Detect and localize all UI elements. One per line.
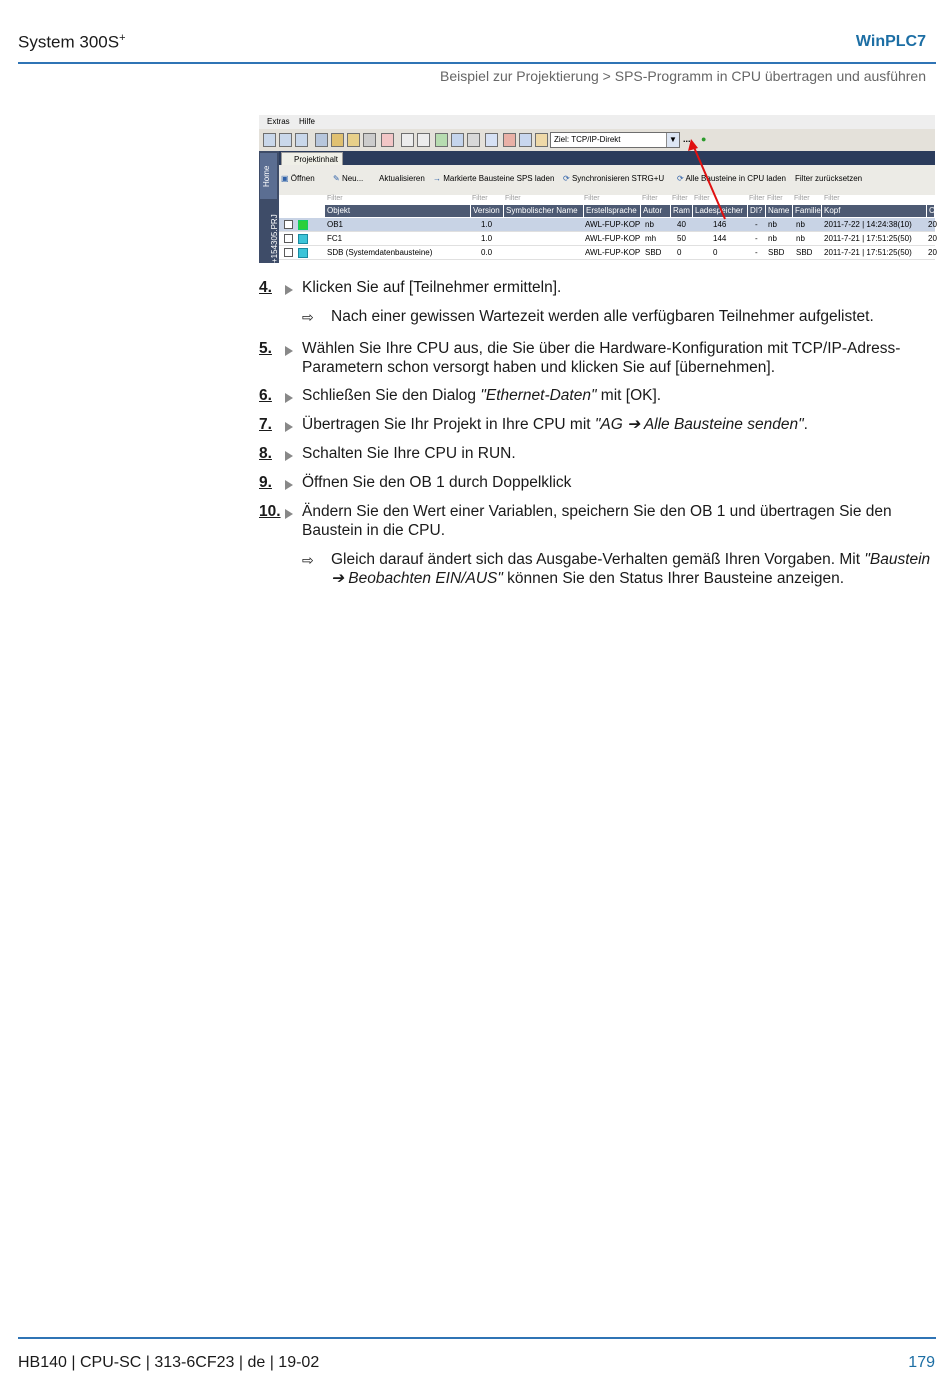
filter-label[interactable]: Filter <box>327 195 343 202</box>
tab-projektinhalt[interactable]: Projektinhalt <box>281 152 343 166</box>
column-header[interactable]: Kopf <box>822 205 927 217</box>
step-text: Ändern Sie den Wert einer Variablen, speichern Sie den OB 1 und übertragen Sie den Baustein in die CPU. <box>302 503 892 539</box>
cell-kopf: 2011-7-21 | 17:51:25(50) <box>824 234 912 243</box>
filter-label[interactable]: Filter <box>694 195 710 202</box>
column-header[interactable]: Objekt <box>325 205 471 217</box>
cell-familie: SBD <box>796 248 813 257</box>
cell-objekt: OB1 <box>327 220 344 229</box>
footer-document-id: HB140 | CPU-SC | 313-6CF23 | de | 19-02 <box>18 1354 320 1371</box>
winplc7-screenshot <box>259 115 940 263</box>
column-header[interactable]: Ladespeicher <box>693 205 748 217</box>
browse-button[interactable]: ... <box>683 134 691 144</box>
step-text: Öffnen Sie den OB 1 durch Doppelklick <box>302 474 572 491</box>
column-header[interactable]: Autor <box>641 205 671 217</box>
result-text: Nach einer gewissen Wartezeit werden alle verfügbaren Teilnehmer aufgelistet. <box>331 308 874 325</box>
cell-lade: 0 <box>713 248 718 257</box>
sync-button[interactable]: ⟳ Synchronisieren STRG+U <box>563 174 665 183</box>
step-arrow-icon <box>285 393 293 403</box>
cell-kopf: 2011-7-22 | 14:24:38(10) <box>824 220 912 229</box>
page-number: 179 <box>908 1354 935 1371</box>
column-header[interactable]: Ce <box>929 206 940 215</box>
cell-name: SBD <box>768 248 785 257</box>
menu-extras[interactable]: Extras <box>267 117 290 126</box>
cell-ram: 40 <box>677 220 686 229</box>
footer-rule <box>18 1337 936 1339</box>
document-title: System 300S+ <box>18 32 126 52</box>
step-number: 7. <box>259 416 272 433</box>
step-arrow-icon <box>285 509 293 519</box>
step-arrow-icon <box>285 480 293 490</box>
header-rule <box>18 62 936 64</box>
cell-ce: 20 <box>928 234 937 243</box>
filter-label[interactable]: Filter <box>749 195 765 202</box>
load-all-button[interactable]: ⟳ Alle Bausteine in CPU laden <box>677 174 786 183</box>
filter-label[interactable]: Filter <box>767 195 783 202</box>
product-title: WinPLC7 <box>855 33 926 50</box>
column-header[interactable]: DI? <box>748 205 766 217</box>
home-tab-label: Home <box>262 165 271 187</box>
column-header[interactable]: Version <box>471 205 504 217</box>
cell-kopf: 2011-7-21 | 17:51:25(50) <box>824 248 912 257</box>
new-button[interactable]: ✎ Neu... <box>333 174 364 183</box>
target-select[interactable]: Ziel: TCP/IP-Direkt ▼ <box>550 132 680 148</box>
filter-label[interactable]: Filter <box>794 195 810 202</box>
step-number: 6. <box>259 387 272 404</box>
cell-familie: nb <box>796 220 805 229</box>
step-arrow-icon <box>285 422 293 432</box>
step-arrow-icon <box>285 451 293 461</box>
column-header[interactable]: Familie <box>795 206 821 215</box>
project-label: +154305.PRJ <box>270 214 279 263</box>
chevron-down-icon[interactable]: ▼ <box>666 133 679 147</box>
connect-icon[interactable]: ● <box>701 134 707 144</box>
step-text: Übertragen Sie Ihr Projekt in Ihre CPU mit "AG ➔ Alle Bausteine senden". <box>302 416 808 433</box>
filter-label[interactable]: Filter <box>642 195 658 202</box>
filter-label[interactable]: Filter <box>584 195 600 202</box>
cell-version: 0.0 <box>481 248 493 257</box>
column-header[interactable]: Name <box>766 205 793 217</box>
step-arrow-icon <box>285 346 293 356</box>
cell-di: - <box>755 234 758 243</box>
step-number: 10. <box>259 503 281 520</box>
column-header[interactable]: Symbolischer Name <box>504 205 584 217</box>
red-arrow-annotation <box>259 115 940 263</box>
result-arrow-icon: ⇨ <box>302 552 314 568</box>
step-text: Schalten Sie Ihre CPU in RUN. <box>302 445 516 462</box>
cell-sprache: AWL-FUP-KOP <box>585 220 641 229</box>
filter-label[interactable]: Filter <box>505 195 521 202</box>
step-text: Schließen Sie den Dialog "Ethernet-Daten" mit [OK]. <box>302 387 662 404</box>
step-arrow-icon <box>285 285 293 295</box>
cell-objekt: FC1 <box>327 234 343 243</box>
cell-lade: 144 <box>713 234 727 243</box>
load-marked-button[interactable]: → Markierte Bausteine SPS laden <box>433 174 555 183</box>
cell-ram: 50 <box>677 234 686 243</box>
cell-name: nb <box>768 234 777 243</box>
filter-label[interactable]: Filter <box>824 195 840 202</box>
refresh-button[interactable]: Aktualisieren <box>379 174 425 183</box>
cell-sprache: AWL-FUP-KOP <box>585 248 641 257</box>
cell-autor: SBD <box>645 248 662 257</box>
step-text: Klicken Sie auf [Teilnehmer ermitteln]. <box>302 279 562 296</box>
menu-hilfe[interactable]: Hilfe <box>299 117 316 126</box>
cell-objekt: SDB (Systemdatenbausteine) <box>327 248 433 257</box>
open-button[interactable]: ▣ Öffnen <box>281 174 315 183</box>
cell-ram: 0 <box>677 248 682 257</box>
step-text: Wählen Sie Ihre CPU aus, die Sie über die Hardware-Konfiguration mit TCP/IP-Adress-Parametern schon versorgt haben und klicken Sie auf [übernehmen]. <box>302 340 901 376</box>
breadcrumb: Beispiel zur Projektierung > SPS-Programm in CPU übertragen und ausführen <box>440 68 926 84</box>
cell-ce: 20 <box>928 248 937 257</box>
step-number: 8. <box>259 445 272 462</box>
reset-filter-button[interactable]: Filter zurücksetzen <box>795 174 863 183</box>
cell-familie: nb <box>796 234 805 243</box>
filter-label[interactable]: Filter <box>672 195 688 202</box>
cell-di: - <box>755 248 758 257</box>
cell-sprache: AWL-FUP-KOP <box>585 234 641 243</box>
step-number: 4. <box>259 279 272 296</box>
cell-ce: 20 <box>928 220 937 229</box>
column-header[interactable]: Ram <box>671 205 693 217</box>
column-header[interactable]: Erstellsprache <box>584 205 641 217</box>
cell-version: 1.0 <box>481 220 493 229</box>
cell-version: 1.0 <box>481 234 493 243</box>
result-arrow-icon: ⇨ <box>302 309 314 325</box>
result-text: Gleich darauf ändert sich das Ausgabe-Verhalten gemäß Ihren Vorgaben. Mit "Baustein ➔ Beobachten EIN/AUS" können Sie den Status Ihrer Bausteine anzeigen. <box>331 551 931 587</box>
cell-autor: mh <box>645 234 657 243</box>
cell-autor: nb <box>645 220 654 229</box>
step-number: 5. <box>259 340 272 357</box>
cell-lade: 146 <box>713 220 727 229</box>
cell-di: - <box>755 220 758 229</box>
filter-label[interactable]: Filter <box>472 195 488 202</box>
step-number: 9. <box>259 474 272 491</box>
cell-name: nb <box>768 220 777 229</box>
